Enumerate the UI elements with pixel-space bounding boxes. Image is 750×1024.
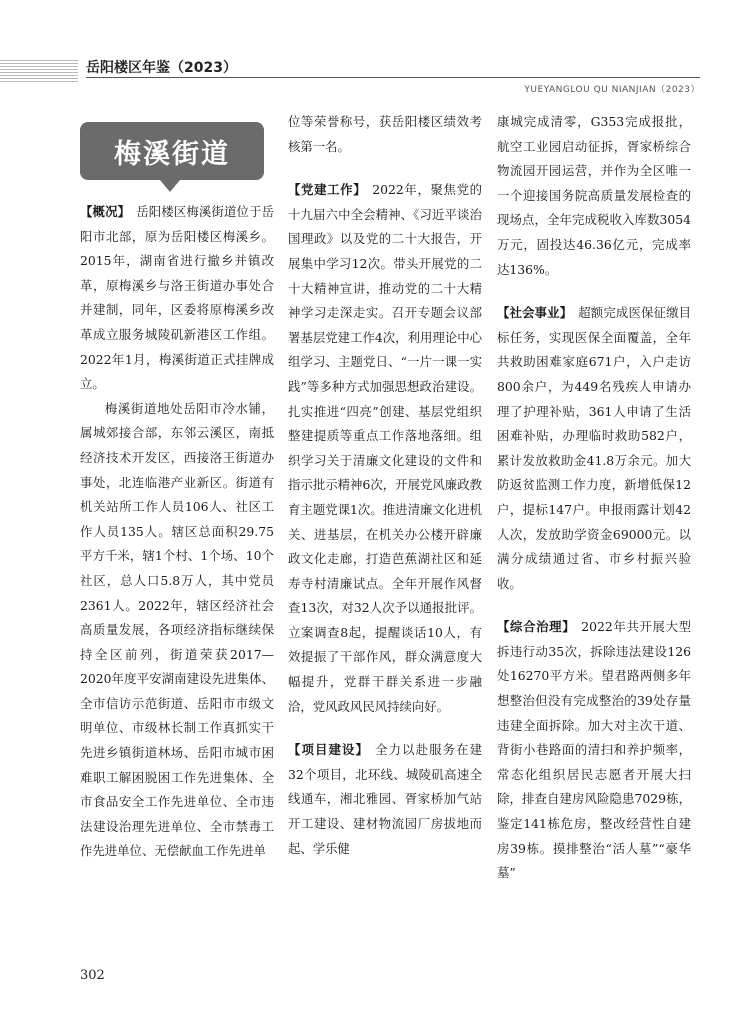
section-title: 梅溪街道 bbox=[114, 138, 230, 170]
projects-text: 全力以赴服务在建32个项目，北环线、城陵矶高速全线通车，湘北雅园、胥家桥加气站开工建设、建材物流园厂房拔地而起、学乐健 bbox=[288, 742, 483, 856]
heading-party-building: 【党建工作】 bbox=[288, 182, 367, 198]
overview-text: 岳阳楼区梅溪街道位于岳阳市北部，原为岳阳楼区梅溪乡。2015年，湖南省进行撤乡并镇改革，原梅溪乡与洛王街道办事处合并建制，同年，区委将原梅溪乡改革成立服务城陵矶新港区工作组。2022年1月，梅溪街道正式挂牌成立。 bbox=[80, 204, 275, 392]
section-title-box bbox=[80, 122, 264, 180]
paragraph-social bbox=[497, 301, 691, 596]
heading-social: 【社会事业】 bbox=[497, 305, 573, 321]
paragraph-continued: 位等荣誉称号，获岳阳楼区绩效考核第一名。 bbox=[288, 114, 482, 154]
header-subtitle: YUEYANGLOU QU NIANJIAN（2023） bbox=[524, 85, 700, 95]
paragraph-overview-2: 梅溪街道地处岳阳市冷水铺，属城郊接合部，东邻云溪区，南抵经济技术开发区，西接洛王街道办事处，北连临港产业新区。街道有机关站所工作人员106人、社区工作人员135人。辖区总面积29.75平方千米，辖1个村、1个场、10个社区，总人口5.8万人，其中党员2361人。2022年，辖区经济社会高质量发展，各项经济指标继续保持全区前列，街道荣获2017—2020年度平安湖南建设先进集体、全市信访示范街道、岳阳市市级文明单位、市级林长制工作真抓实干先进乡镇街道林场、岳阳市城市困难职工解困脱困工作先进集体、全市食品安全工作先进单位、全市违法建设治理先进单位、全市禁毒工作先进单位、无偿献血工作先进单 bbox=[80, 400, 274, 859]
governance-text: 2022年共开展大型拆违行动35次，拆除违法建设126处16270平方米。望君路两侧多年想整治但没有完成整治的39处存量违建全面拆除。加大对主次干道、背街小巷路面的清扫和养护频率，常态化组织居民志愿者开展大扫除，排查自建房风险隐患7029栋，鉴定141栋危房，整改经营性自建房39栋。摸排整治“活人墓”“豪华墓” bbox=[497, 619, 691, 881]
heading-overview: 【概况】 bbox=[80, 204, 131, 219]
heading-governance: 【综合治理】 bbox=[497, 619, 576, 635]
column-2 bbox=[288, 110, 482, 861]
paragraph-projects-continued: 康城完成清零，G353完成报批，航空工业园启动征拆，胥家桥综合物流园开园运营，并作为全区唯一一个迎接国务院高质量发展检查的现场点，全年完成税收入库数3054万元，固投达46.36亿元，完成率达136%。 bbox=[497, 114, 691, 277]
paragraph-overview bbox=[80, 200, 274, 397]
heading-projects: 【项目建设】 bbox=[288, 742, 370, 758]
page-number: 302 bbox=[80, 968, 105, 983]
paragraph-projects bbox=[288, 738, 482, 861]
header-stripes bbox=[0, 60, 78, 82]
party-building-text: 2022年，聚焦党的十九届六中全会精神、《习近平谈治国理政》以及党的二十大报告，开展集中学习12次。带头开展党的二十大精神宣讲，推动党的二十大精神学习走深走实。召开专题会议部署基层党建工作4次，利用理论中心组学习、主题党日、“一片一课一实践”等多种方式加强思想政治建设。扎实推进“四亮”创建、基层党组织整建提质等重点工作落地落细。组织学习关于清廉文化建设的文件和指示批示精神6次，开展党风廉政教育主题党课1次。推进清廉文化进机关、进基层，在机关办公楼开辟廉政文化走廊，打造芭蕉湖社区和延寿寺村清廉试点。全年开展作风督查13次，对32人次予以通报批评。立案调查8起，提醒谈话10人，有效提振了干部作风，群众满意度大幅提升，党群干群关系进一步融洽，党风政风民风持续向好。 bbox=[288, 182, 482, 714]
social-text: 超额完成医保征缴目标任务，实现医保全面覆盖，全年共救助困难家庭671户，入户走访800余户，为449名残疾人申请办理了护理补贴，361人申请了生活困难补贴，办理临时救助582户，累计发放救助金41.8万余元。加大防返贫监测工作力度，新增低保12户，提标147户。申报雨露计划42人次，发放助学资金69000元。以满分成绩通过省、市乡村振兴验收。 bbox=[497, 305, 692, 591]
column-3 bbox=[497, 110, 691, 886]
paragraph-governance bbox=[497, 615, 691, 886]
paragraph-party-building bbox=[288, 178, 482, 719]
header-title: 岳阳楼区年鉴（2023） bbox=[86, 60, 237, 76]
column-1 bbox=[80, 200, 274, 864]
header-rule bbox=[86, 77, 700, 78]
